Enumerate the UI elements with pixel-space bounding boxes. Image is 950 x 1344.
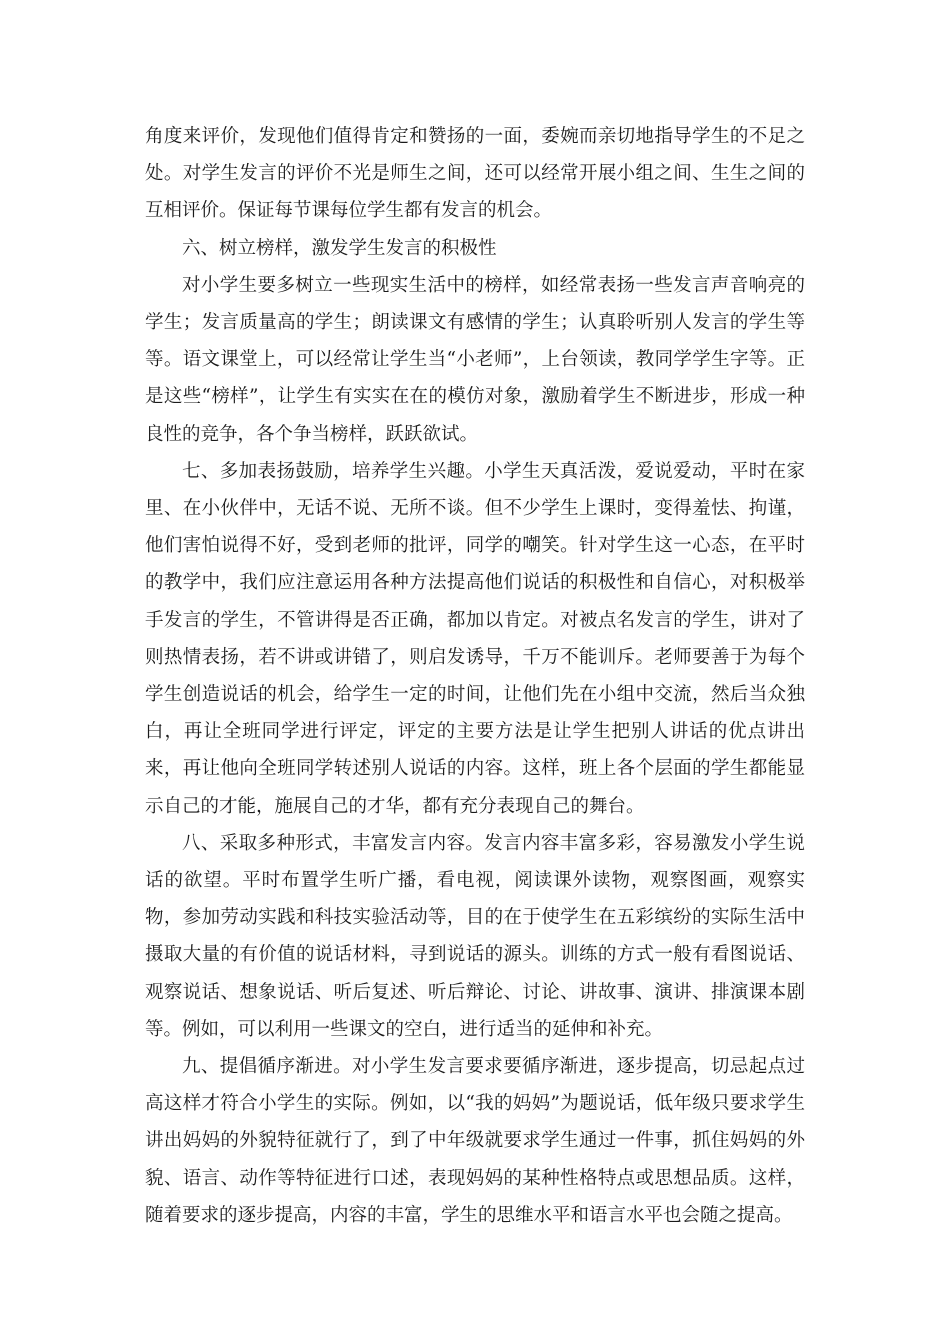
paragraph-section-seven: 七、多加表扬鼓励，培养学生兴趣。小学生天真活泼，爱说爱动，平时在家里、在小伙伴中，无话不说、无所不谈。但不少学生上课时，变得羞怯、拘谨，他们害怕说得不好，受到老师的批评，同学的嘲笑。针对学生这一心态，在平时的教学中，我们应注意运用各种方法提高他们说话的积极性和自信心，对积极举手发言的学生，不管讲得是否正确，都加以肯定。对被点名发言的学生，讲对了则热情表扬，若不讲或讲错了，则启发诱导，千万不能训斥。老师要善于为每个学生创造说话的机会，给学生一定的时间，让他们先在小组中交流，然后当众独白，再让全班同学进行评定，评定的主要方法是让学生把别人讲话的优点讲出来，再让他向全班同学转述别人说话的内容。这样，班上各个层面的学生都能显示自己的才能，施展自己的才华，都有充分表现自己的舞台。 [145, 460, 805, 817]
paragraph-section-eight: 八、采取多种形式，丰富发言内容。发言内容丰富多彩，容易激发小学生说话的欲望。平时布置学生听广播，看电视，阅读课外读物，观察图画，观察实物，参加劳动实践和科技实验活动等，目的在于使学生在五彩缤纷的实际生活中摄取大量的有价值的说话材料，寻到说话的源头。训练的方式一般有看图说话、观察说话、想象说话、听后复述、听后辩论、讨论、讲故事、演讲、排演课本剧等。例如，可以利用一些课文的空白，进行适当的延伸和补充。 [145, 832, 805, 1040]
paragraph-section-nine: 九、提倡循序渐进。对小学生发言要求要循序渐进，逐步提高，切忌起点过高这样才符合小学生的实际。例如，以“我的妈妈”为题说话，低年级只要求学生讲出妈妈的外貌特征就行了，到了中年级就要求学生通过一件事，抓住妈妈的外貌、语言、动作等特征进行口述，表现妈妈的某种性格特点或思想品质。这样，随着要求的逐步提高，内容的丰富，学生的思维水平和语言水平也会随之提高。 [145, 1056, 805, 1226]
paragraph-role-models: 对小学生要多树立一些现实生活中的榜样，如经常表扬一些发言声音响亮的学生；发言质量高的学生；朗读课文有感情的学生；认真聆听别人发言的学生等等。语文课堂上，可以经常让学生当“小老师”，上台领读，教同学学生字等。正是这些“榜样”，让学生有实实在在的模仿对象，激励着学生不断进步，形成一种良性的竞争，各个争当榜样，跃跃欲试。 [145, 274, 805, 445]
heading-section-six: 六、树立榜样，激发学生发言的积极性 [182, 237, 497, 259]
paragraph-evaluation-continued: 角度来评价，发现他们值得肯定和赞扬的一面，委婉而亲切地指导学生的不足之处。对学生发言的评价不光是师生之间，还可以经常开展小组之间、生生之间的互相评价。保证每节课每位学生都有发言的机会。 [145, 126, 805, 222]
document-body [145, 118, 805, 1234]
